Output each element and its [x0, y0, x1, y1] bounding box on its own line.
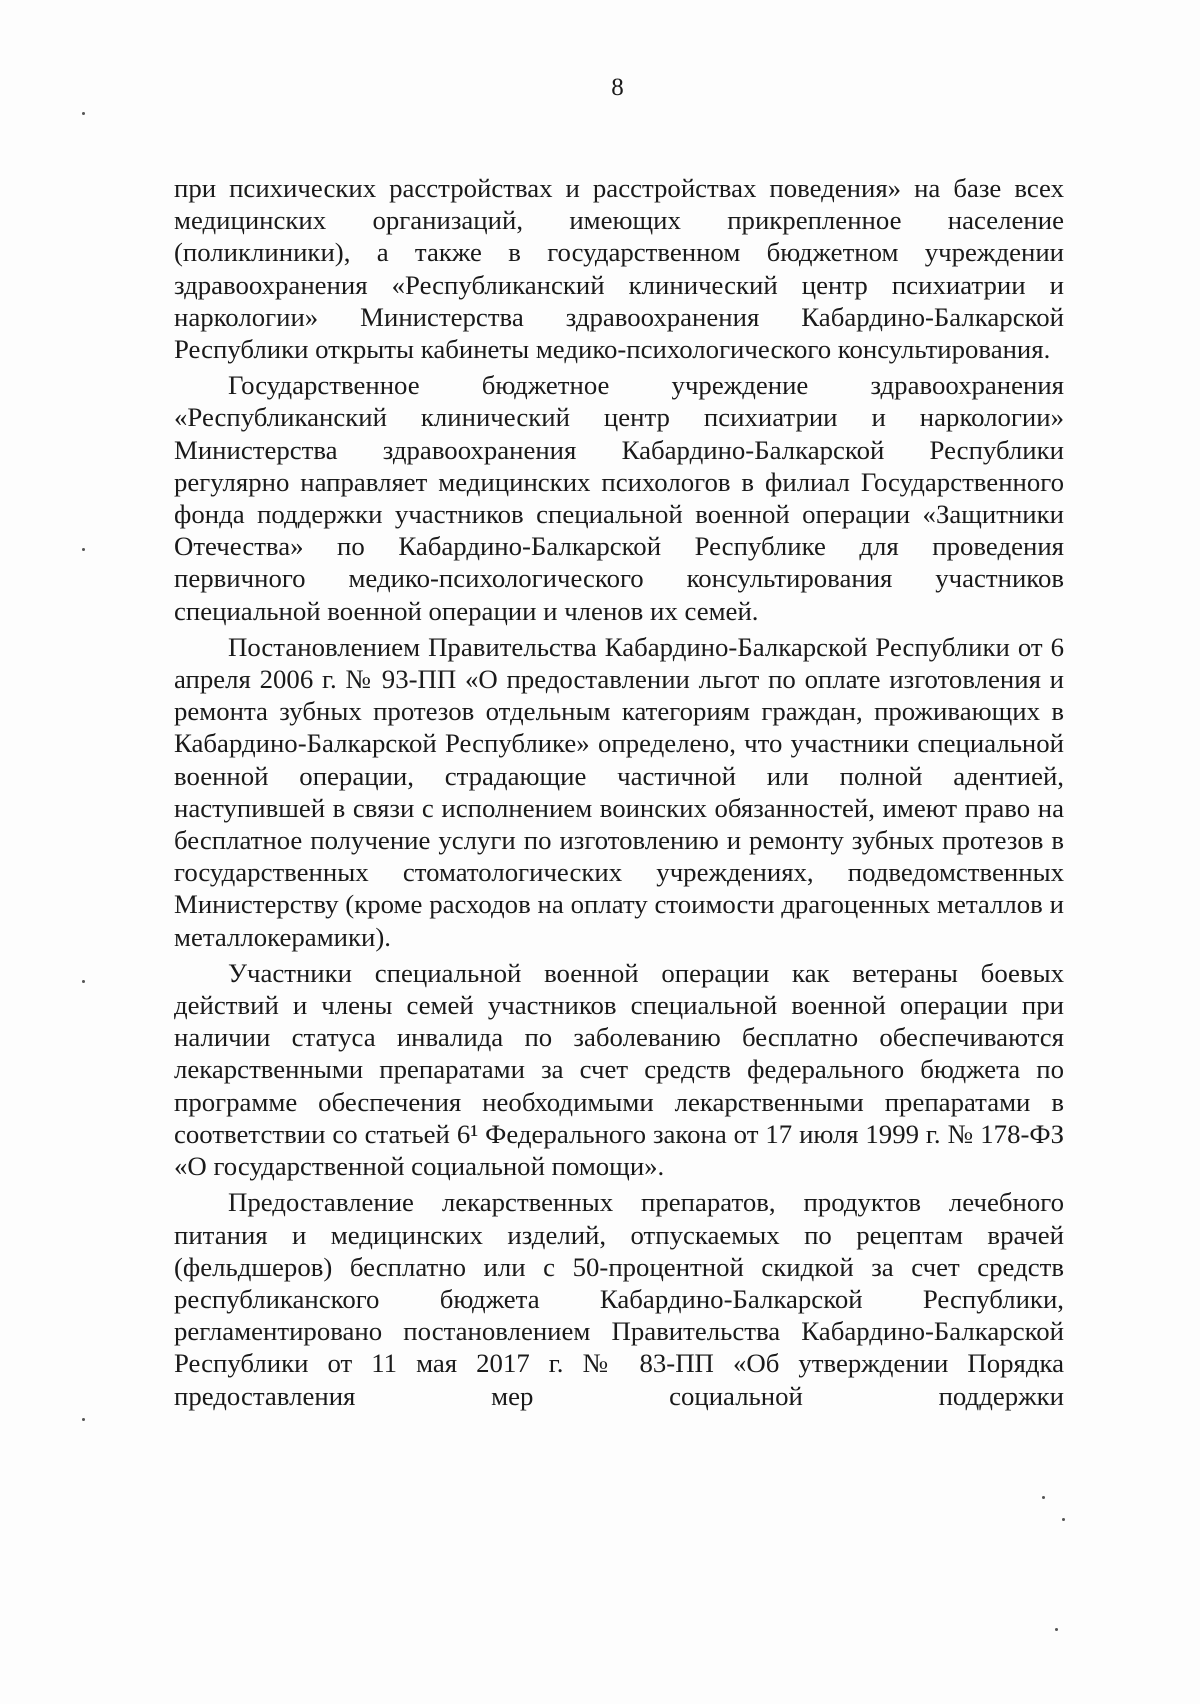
paragraph: Постановлением Правительства Кабардино-Балкарской Республики от 6 апреля 2006 г. № 93-ПП «О предоставлении льгот по оплате изготовления и ремонта зубных протезов отдельным категориям граждан, проживающих в Кабардино-Балкарской Республике» определено, что участники специальной военной операции, страдающие частичной или полной адентией, наступившей в связи с исполнением воинских обязанностей, имеют право на бесплатное получение услуги по изготовлению и ремонту зубных протезов в государственных стоматологических учреждениях, подведомственных Министерству (кроме расходов на оплату стоимости драгоценных металлов и металлокерамики). — [174, 631, 1064, 952]
scan-speck — [1042, 1496, 1045, 1499]
paragraph: Предоставление лекарственных препаратов, продуктов лечебного питания и медицинских изделий, отпускаемых по рецептам врачей (фельдшеров) бесплатно или с 50-процентной скидкой за счет средств республиканского бюджета Кабардино-Балкарской Республики, регламентировано постановлением Правительства Кабардино-Балкарской Республики от 11 мая 2017 г. № 83-ПП «Об утверждении Порядка предоставления мер социальной поддержки — [174, 1187, 1064, 1411]
document-body — [174, 172, 1064, 1412]
scan-speck — [82, 980, 85, 983]
scan-speck — [82, 548, 85, 551]
paragraph: Участники специальной военной операции как ветераны боевых действий и члены семей участников специальной военной операции при наличии статуса инвалида по заболеванию бесплатно обеспечиваются лекарственными препаратами за счет средств федерального бюджета по программе обеспечения необходимыми лекарственными препаратами в соответствии со статьей 6¹ Федерального закона от 17 июля 1999 г. № 178-ФЗ «О государственной социальной помощи». — [174, 957, 1064, 1182]
scan-speck — [82, 1418, 85, 1421]
paragraph: при психических расстройствах и расстройствах поведения» на базе всех медицинских организаций, имеющих прикрепленное население (поликлиники), а также в государственном бюджетном учреждении здравоохранения «Республиканский клинический центр психиатрии и наркологии» Министерства здравоохранения Кабардино-Балкарской Республики открыты кабинеты медико-психологического консультирования. — [174, 173, 1064, 365]
page-number: 8 — [611, 74, 624, 101]
paragraph: Государственное бюджетное учреждение здравоохранения «Республиканский клинический центр психиатрии и наркологии» Министерства здравоохранения Кабардино-Балкарской Республики регулярно направляет медицинских психологов в филиал Государственного фонда поддержки участников специальной военной операции «Защитники Отечества» по Кабардино-Балкарской Республике для проведения первичного медико-психологического консультирования участников специальной военной операции и членов их семей. — [174, 370, 1064, 626]
scan-speck — [1062, 1518, 1065, 1521]
scan-speck — [1055, 1628, 1058, 1631]
scan-speck — [82, 112, 85, 115]
